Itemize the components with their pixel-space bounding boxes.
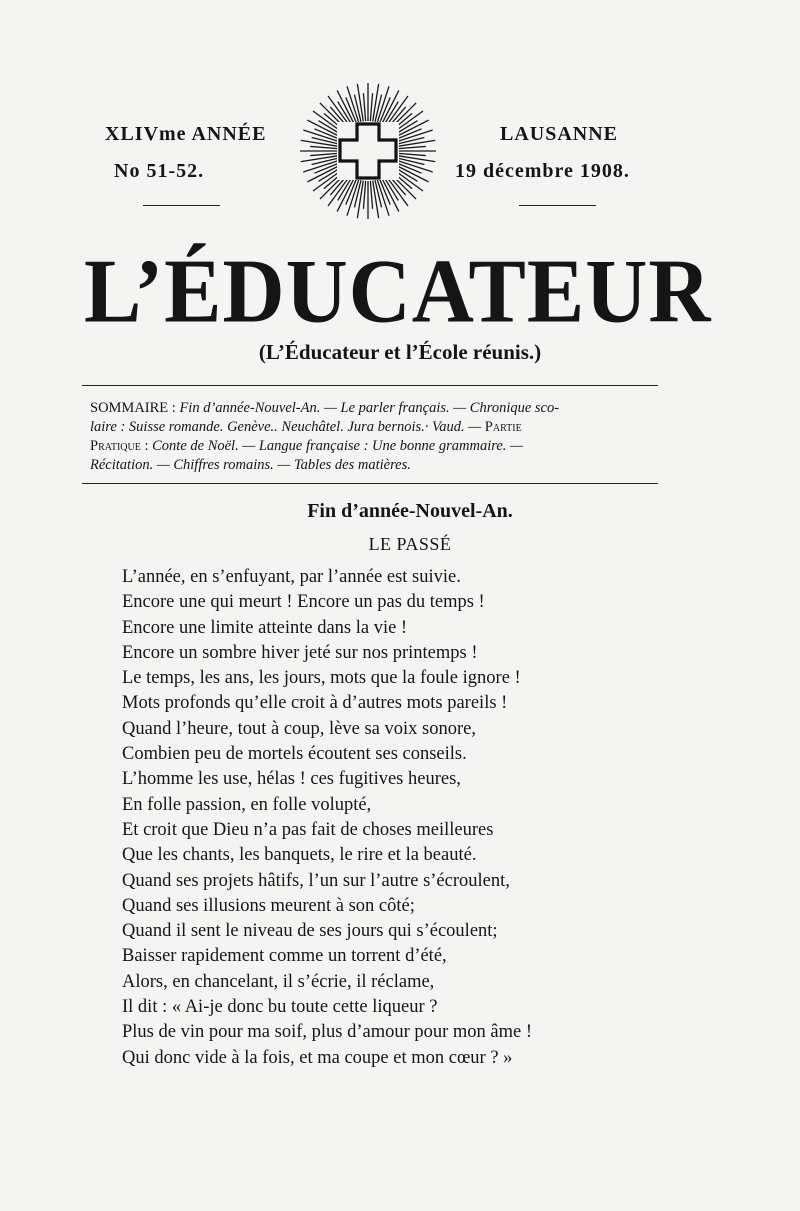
right-rule bbox=[519, 205, 596, 206]
city-label: LAUSANNE bbox=[500, 123, 619, 145]
poem-line: Quand l’heure, tout à coup, lève sa voix sonore, bbox=[122, 718, 476, 739]
article-title: Fin d’année-Nouvel-An. bbox=[307, 500, 513, 522]
poem-line: Encore une limite atteinte dans la vie ! bbox=[122, 617, 408, 638]
journal-subtitle: (L’Éducateur et l’École réunis.) bbox=[258, 340, 542, 364]
issue-number: No 51-52. bbox=[114, 160, 205, 182]
poem-line: Et croit que Dieu n’a pas fait de choses meilleures bbox=[122, 819, 494, 840]
pratique-label: Pratique bbox=[90, 438, 141, 454]
poem-line: L’année, en s’enfuyant, par l’année est suivie. bbox=[122, 567, 461, 587]
summary-line-2: laire : Suisse romande. Genève.. Neuchâtel. Jura bernois.· Vaud. — bbox=[90, 419, 482, 435]
year-label: XLIVme ANNÉE bbox=[105, 123, 267, 145]
poem-line: Quand il sent le niveau de ses jours qui s’écoulent; bbox=[122, 921, 498, 942]
issue-date: 19 décembre 1908. bbox=[455, 160, 630, 182]
partie-label: Partie bbox=[484, 419, 522, 435]
journal-title: L’ÉDUCATEUR bbox=[84, 240, 712, 342]
poem-line: L’homme les use, hélas ! ces fugitives heures, bbox=[122, 769, 461, 790]
poem-line: Qui donc vide à la fois, et ma coupe et mon cœur ? » bbox=[122, 1047, 513, 1068]
poem-line: Il dit : « Ai-je donc bu toute cette liqueur ? bbox=[122, 997, 438, 1018]
poem-line: Plus de vin pour ma soif, plus d’amour pour mon âme ! bbox=[122, 1022, 533, 1043]
bottom-divider bbox=[82, 483, 658, 484]
table-of-contents: SOMMAIRE : Fin d’année-Nouvel-An. — Le parler français. — Chronique sco- laire : Suisse romande. Genève.. Neuchâtel. Jura bernois.· Vaud. — Partie Pratique : Conte de Noël. — Langue française : Une bonne grammaire. — Récitation. — Chiffres romains. — Tables des matières. bbox=[90, 400, 560, 473]
radiant-cross-emblem bbox=[300, 82, 436, 222]
poem-line: Encore une qui meurt ! Encore un pas du temps ! bbox=[122, 592, 485, 613]
poem-line: Quand ses projets hâtifs, l’un sur l’autre s’écroulent, bbox=[122, 870, 510, 891]
poem-line: Quand ses illusions meurent à son côté; bbox=[122, 895, 415, 916]
poem-title: LE PASSÉ bbox=[368, 534, 452, 554]
summary-line-1: Fin d’année-Nouvel-An. — Le parler français. — Chronique sco- bbox=[179, 400, 560, 416]
poem-line: En folle passion, en folle volupté, bbox=[122, 794, 372, 815]
poem-body bbox=[122, 565, 662, 1071]
poem-line: Alors, en chancelant, il s’écrie, il réclame, bbox=[122, 971, 435, 992]
poem-line: Encore un sombre hiver jeté sur nos printemps ! bbox=[122, 642, 478, 663]
left-rule bbox=[143, 205, 220, 206]
poem-line: Mots profonds qu’elle croit à d’autres mots pareils ! bbox=[122, 693, 508, 714]
summary-line-3: Conte de Noël. — Langue française : Une bonne grammaire. — bbox=[152, 438, 523, 454]
summary-line-4: Récitation. — Chiffres romains. — Tables des matières. bbox=[90, 457, 411, 473]
top-divider bbox=[82, 385, 658, 386]
summary-label: SOMMAIRE : bbox=[90, 400, 176, 416]
poem-line: Baisser rapidement comme un torrent d’été, bbox=[122, 946, 447, 967]
poem-line: Que les chants, les banquets, le rire et la beauté. bbox=[122, 845, 477, 866]
poem-line: Le temps, les ans, les jours, mots que la foule ignore ! bbox=[122, 668, 521, 689]
poem-line: Combien peu de mortels écoutent ses conseils. bbox=[122, 744, 467, 765]
